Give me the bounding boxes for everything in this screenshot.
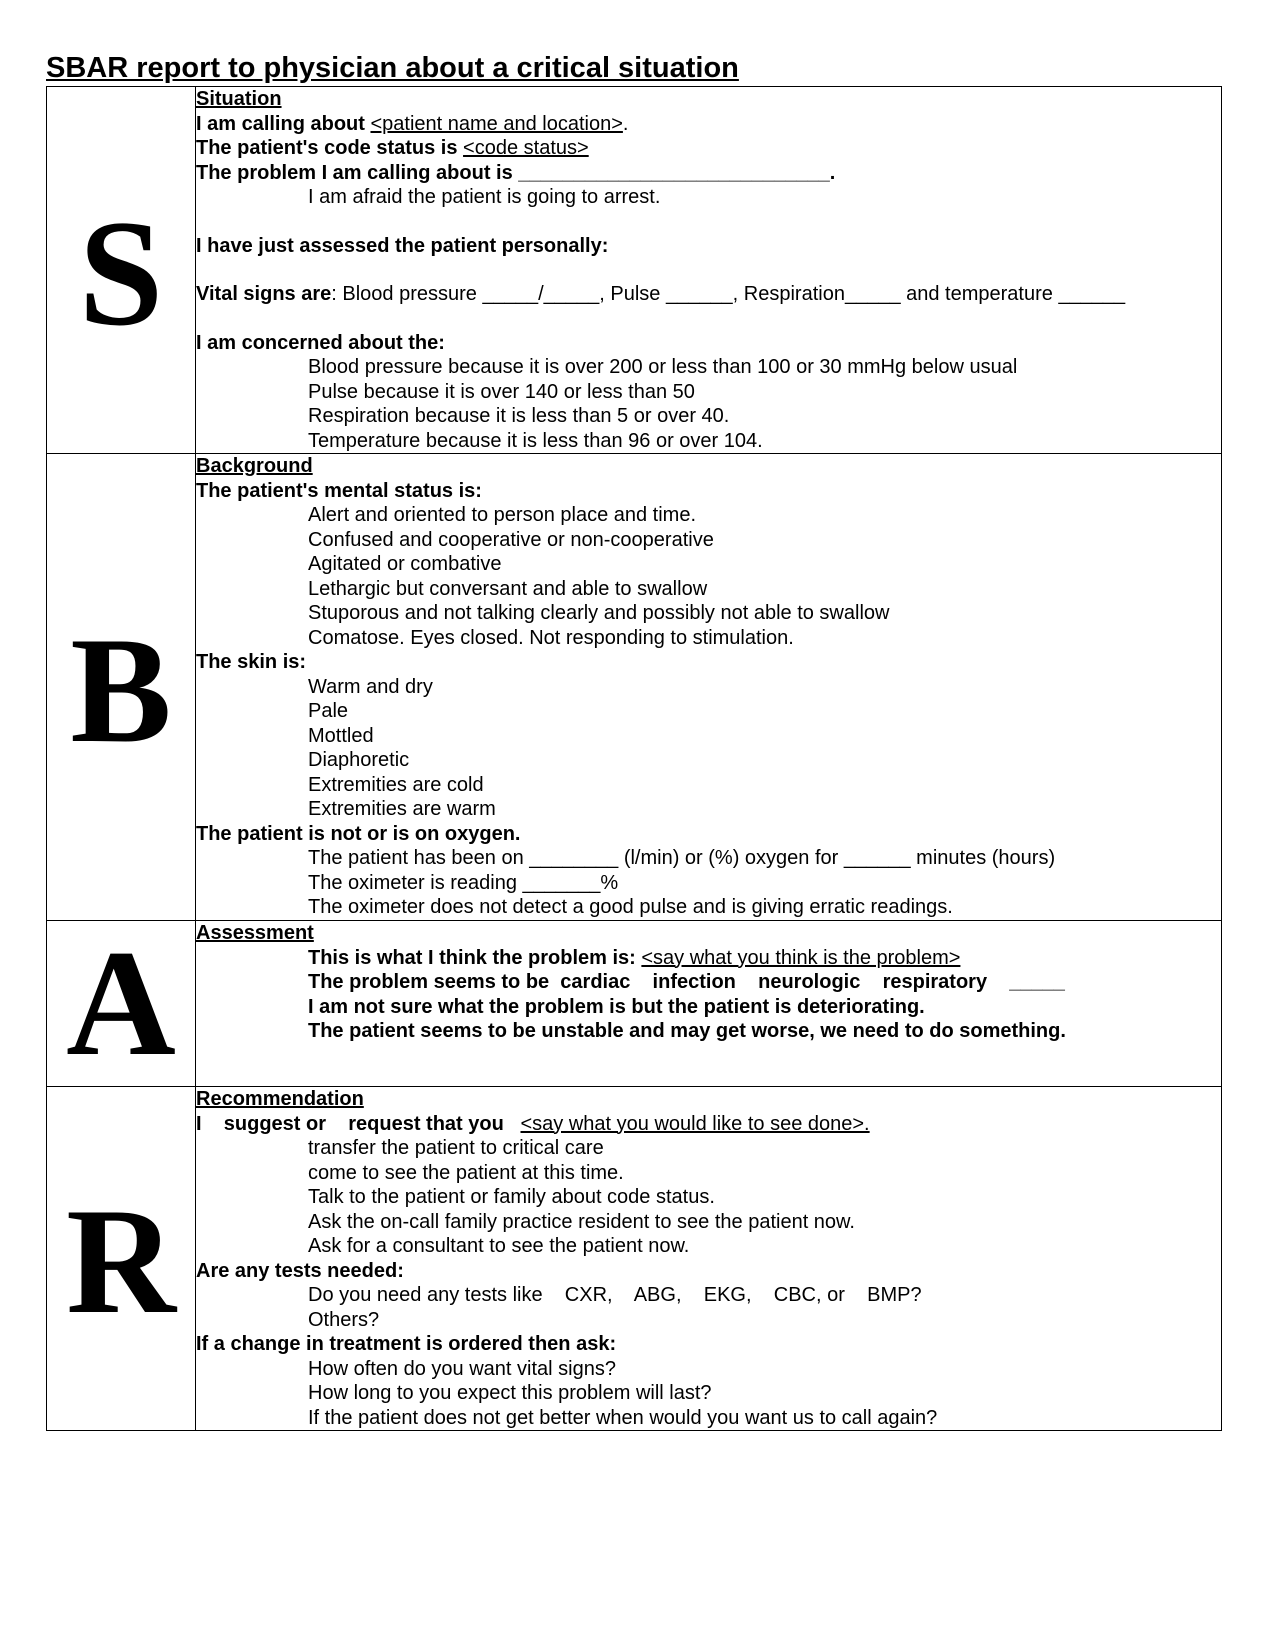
assessment-heading: Assessment bbox=[196, 922, 314, 944]
suggest-item: Ask for a consultant to see the patient now. bbox=[308, 1235, 690, 1257]
change-item: If the patient does not get better when would you want us to call again? bbox=[308, 1406, 938, 1429]
situation-letter: S bbox=[78, 189, 164, 357]
problem-think-line bbox=[196, 946, 1221, 971]
suggest-item: come to see the patient at this time. bbox=[308, 1161, 624, 1184]
page-title: SBAR report to physician about a critical situation bbox=[46, 52, 739, 84]
code-status-line bbox=[196, 136, 1221, 161]
change-item: How long to you expect this problem will last? bbox=[308, 1382, 712, 1404]
problem-line: The problem I am calling about is ____________________________. bbox=[196, 161, 836, 184]
assessment-letter-cell bbox=[47, 921, 196, 1087]
oxygen-heading: The patient is not or is on oxygen. bbox=[196, 822, 521, 845]
concern-item: Pulse because it is over 140 or less than 50 bbox=[308, 380, 695, 403]
tests-item: Others? bbox=[308, 1308, 380, 1331]
change-heading: If a change in treatment is ordered then ask: bbox=[196, 1333, 617, 1355]
recommendation-content bbox=[196, 1087, 1222, 1431]
mental-status-item: Confused and cooperative or non-cooperative bbox=[308, 528, 714, 551]
concern-item: Respiration because it is less than 5 or over 40. bbox=[308, 405, 730, 427]
assessed-line: I have just assessed the patient personally: bbox=[196, 234, 609, 257]
problem-seems-blank: _____ bbox=[1009, 971, 1065, 993]
situation-letter-cell bbox=[47, 87, 196, 454]
calling-about-line bbox=[196, 112, 1221, 137]
problem-seems-label: The problem seems to be cardiac infection neurologic respiratory bbox=[308, 971, 1010, 993]
background-heading: Background bbox=[196, 455, 313, 477]
assessment-letter: A bbox=[66, 919, 176, 1087]
skin-item: Mottled bbox=[308, 724, 374, 747]
suggest-item: Ask the on-call family practice resident to see the patient now. bbox=[308, 1210, 855, 1233]
tests-item: Do you need any tests like CXR, ABG, EKG, CBC, or BMP? bbox=[308, 1284, 922, 1306]
problem-think-field: <say what you think is the problem> bbox=[641, 946, 961, 969]
situation-heading: Situation bbox=[196, 88, 282, 110]
mental-status-item: Agitated or combative bbox=[308, 553, 502, 575]
background-content bbox=[196, 454, 1222, 921]
change-item: How often do you want vital signs? bbox=[308, 1357, 616, 1380]
situation-section bbox=[47, 87, 1222, 454]
arrest-line: I am afraid the patient is going to arrest. bbox=[308, 186, 661, 208]
vital-signs-line bbox=[196, 282, 1221, 307]
suggest-label: I suggest or request that you bbox=[196, 1112, 521, 1135]
assessment-content bbox=[196, 921, 1222, 1087]
suggest-item: Talk to the patient or family about code status. bbox=[308, 1186, 715, 1208]
suggest-item: transfer the patient to critical care bbox=[308, 1137, 604, 1159]
oxygen-item: The oximeter is reading _______% bbox=[308, 871, 619, 894]
background-section bbox=[47, 454, 1222, 921]
calling-about-suffix: . bbox=[622, 112, 629, 135]
unstable-line: The patient seems to be unstable and may get worse, we need to do something. bbox=[308, 1020, 1066, 1042]
recommendation-section bbox=[47, 1087, 1222, 1431]
background-letter: B bbox=[70, 606, 172, 774]
suggest-line bbox=[196, 1112, 1221, 1137]
concerned-heading: I am concerned about the: bbox=[196, 331, 445, 354]
skin-item: Extremities are cold bbox=[308, 773, 484, 796]
concern-item: Blood pressure because it is over 200 or less than 100 or 30 mmHg below usual bbox=[308, 356, 1018, 378]
oxygen-item: The oximeter does not detect a good pulse and is giving erratic readings. bbox=[308, 896, 953, 918]
problem-think-label: This is what I think the problem is: bbox=[308, 946, 642, 969]
skin-item: Diaphoretic bbox=[308, 749, 410, 771]
patient-name-field: <patient name and location> bbox=[370, 112, 623, 135]
background-letter-cell bbox=[47, 454, 196, 921]
mental-status-item: Stuporous and not talking clearly and possibly not able to swallow bbox=[308, 602, 890, 624]
suggest-field: <say what you would like to see done>. bbox=[520, 1112, 870, 1135]
recommendation-letter-cell bbox=[47, 1087, 196, 1431]
sbar-table bbox=[46, 86, 1222, 1431]
mental-status-item: Comatose. Eyes closed. Not responding to stimulation. bbox=[308, 626, 794, 649]
skin-heading: The skin is: bbox=[196, 651, 307, 673]
mental-status-item: Alert and oriented to person place and time. bbox=[308, 504, 697, 526]
situation-content bbox=[196, 87, 1222, 454]
mental-status-item: Lethargic but conversant and able to swallow bbox=[308, 577, 708, 600]
recommendation-letter: R bbox=[66, 1177, 176, 1345]
vital-signs-text: : Blood pressure _____/_____, Pulse ______, Respiration_____ and temperature ______ bbox=[331, 283, 1126, 305]
mental-status-heading: The patient's mental status is: bbox=[196, 479, 482, 502]
recommendation-heading: Recommendation bbox=[196, 1088, 364, 1110]
oxygen-item: The patient has been on ________ (l/min) or (%) oxygen for ______ minutes (hours) bbox=[308, 847, 1056, 869]
code-status-label: The patient's code status is bbox=[196, 137, 464, 159]
vital-signs-label: Vital signs are bbox=[196, 283, 332, 305]
calling-about-label: I am calling about bbox=[196, 112, 371, 135]
not-sure-line: I am not sure what the problem is but the patient is deteriorating. bbox=[308, 995, 925, 1018]
tests-heading: Are any tests needed: bbox=[196, 1259, 404, 1282]
concern-item: Temperature because it is less than 96 or over 104. bbox=[308, 429, 763, 452]
skin-item: Extremities are warm bbox=[308, 798, 496, 820]
assessment-section bbox=[47, 921, 1222, 1087]
code-status-field: <code status> bbox=[463, 137, 589, 159]
problem-seems-line bbox=[196, 970, 1221, 995]
skin-item: Warm and dry bbox=[308, 675, 433, 698]
skin-item: Pale bbox=[308, 700, 349, 722]
